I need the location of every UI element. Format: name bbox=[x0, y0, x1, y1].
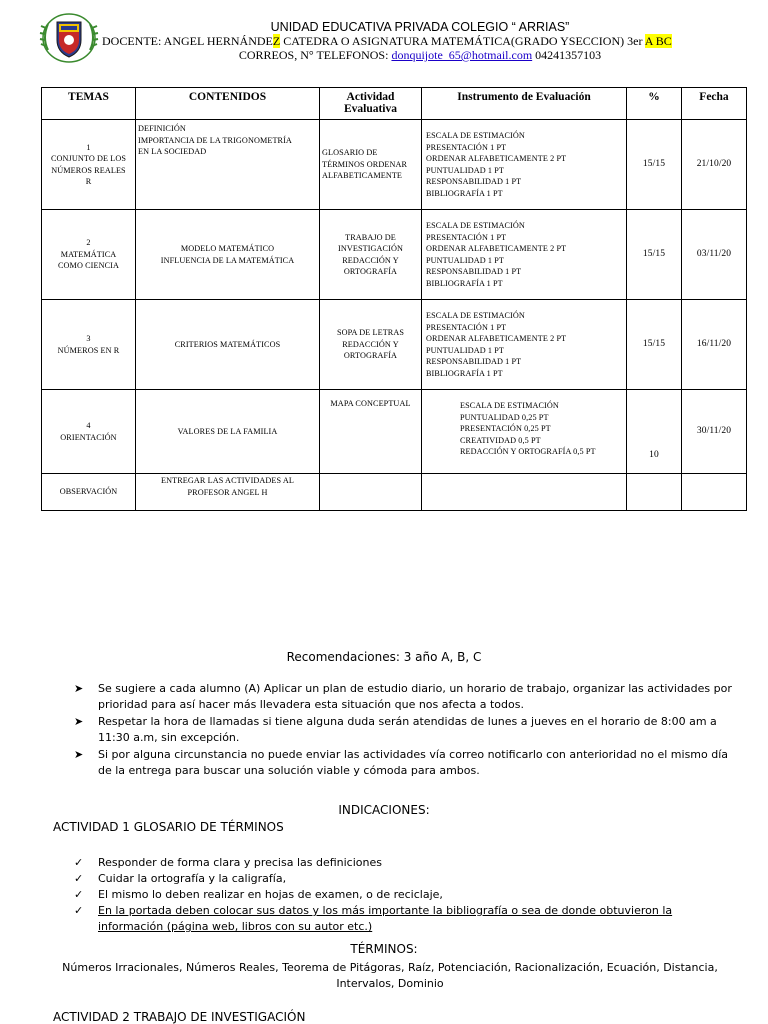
col-header-actividad: Actividad Evaluativa bbox=[320, 88, 422, 120]
col-header-pct: % bbox=[627, 88, 682, 120]
activity-1-heading: ACTIVIDAD 1 GLOSARIO DE TÉRMINOS bbox=[53, 820, 284, 834]
cell-contenido: MODELO MATEMÁTICO INFLUENCIA DE LA MATEMÁTICA bbox=[136, 210, 320, 300]
grade-section-text: (GRADO YSECCION) 3er bbox=[510, 34, 645, 48]
section-highlight: A BC bbox=[644, 34, 672, 48]
table-row bbox=[42, 210, 747, 300]
arrow-bullet-icon: ➤ bbox=[74, 682, 84, 695]
list-item bbox=[74, 887, 740, 903]
cell-instrumento: ESCALA DE ESTIMACIÓN PRESENTACIÓN 1 PT ORDENAR ALFABETICAMENTE 2 PT PUNTUALIDAD 1 PT RESPONSABILIDAD 1 PT BIBLIOGRAFÍA 1 PT bbox=[422, 210, 627, 300]
recommendations-list bbox=[74, 681, 740, 780]
indications-list bbox=[74, 855, 740, 935]
cell-pct: 15/15 bbox=[627, 300, 682, 390]
cell-instrumento bbox=[422, 474, 627, 511]
cell-actividad: MAPA CONCEPTUAL bbox=[320, 390, 422, 474]
cell-contenido: DEFINICIÓN IMPORTANCIA DE LA TRIGONOMETRÍA EN LA SOCIEDAD bbox=[136, 120, 320, 210]
indications-title: INDICACIONES: bbox=[338, 803, 430, 817]
checkmark-icon: ✓ bbox=[74, 904, 84, 917]
school-name: UNIDAD EDUCATIVA PRIVADA COLEGIO “ ARRIAS” bbox=[270, 20, 570, 34]
school-crest-logo bbox=[38, 10, 100, 66]
cell-tema: 1 CONJUNTO DE LOS NÚMEROS REALES R bbox=[42, 120, 136, 210]
cell-contenido: VALORES DE LA FAMILIA bbox=[136, 390, 320, 474]
checkmark-icon: ✓ bbox=[74, 872, 84, 885]
arrow-bullet-icon: ➤ bbox=[74, 748, 84, 761]
phone-number: 04241357103 bbox=[532, 48, 602, 62]
cell-fecha bbox=[682, 474, 747, 511]
activity-2-heading: ACTIVIDAD 2 TRABAJO DE INVESTIGACIÓN bbox=[53, 1010, 306, 1024]
recommendation-text: Respetar la hora de llamadas si tiene alguna duda serán atendidas de lunes a jueves en el horario de 8:00 am a 11:30 a.m, sin excepción. bbox=[98, 715, 717, 744]
table-row bbox=[42, 120, 747, 210]
list-item bbox=[74, 681, 740, 713]
cell-tema: 2 MATEMÁTICA COMO CIENCIA bbox=[42, 210, 136, 300]
indication-text: El mismo lo deben realizar en hojas de examen, o de reciclaje, bbox=[98, 888, 443, 901]
list-item bbox=[74, 871, 740, 887]
cell-fecha: 16/11/20 bbox=[682, 300, 747, 390]
cell-fecha: 30/11/20 bbox=[682, 390, 747, 474]
contact-prefix: CORREOS, N° TELEFONOS: bbox=[238, 48, 392, 62]
col-header-instrumento: Instrumento de Evaluación bbox=[422, 88, 627, 120]
table-row bbox=[42, 474, 747, 511]
cell-pct: 15/15 bbox=[627, 120, 682, 210]
cell-fecha: 03/11/20 bbox=[682, 210, 747, 300]
cell-tema: OBSERVACIÓN bbox=[42, 474, 136, 511]
list-item bbox=[74, 855, 740, 871]
cell-instrumento: ESCALA DE ESTIMACIÓN PRESENTACIÓN 1 PT ORDENAR ALFABETICAMENTE 2 PT PUNTUALIDAD 1 PT RESPONSABILIDAD 1 PT BIBLIOGRAFÍA 1 PT bbox=[422, 300, 627, 390]
cell-contenido: CRITERIOS MATEMÁTICOS bbox=[136, 300, 320, 390]
subject-text: CATEDRA O ASIGNATURA MATEMÁTICA bbox=[280, 34, 511, 48]
indication-text: Cuidar la ortografía y la caligrafía, bbox=[98, 872, 287, 885]
col-header-temas: TEMAS bbox=[42, 88, 136, 120]
terms-title: TÉRMINOS: bbox=[350, 942, 418, 956]
cell-tema: 3 NÚMEROS EN R bbox=[42, 300, 136, 390]
contact-line bbox=[100, 48, 740, 63]
email-link[interactable]: donquijote_65@hotmail.com bbox=[391, 48, 533, 62]
teacher-prefix: DOCENTE: ANGEL HERNÁNDE bbox=[102, 34, 273, 48]
cell-actividad bbox=[320, 474, 422, 511]
evaluation-plan-table bbox=[41, 87, 747, 511]
cell-fecha: 21/10/20 bbox=[682, 120, 747, 210]
cell-pct: 15/15 bbox=[627, 210, 682, 300]
teacher-line bbox=[102, 34, 672, 49]
recommendation-text: Se sugiere a cada alumno (A) Aplicar un plan de estudio diario, un horario de trabajo, organizar las actividades por prioridad para así hacer más llevadera esta situación que nos afecta a todos. bbox=[98, 682, 732, 711]
cell-instrumento: ESCALA DE ESTIMACIÓN PUNTUALIDAD 0,25 PT PRESENTACIÓN 0,25 PT CREATIVIDAD 0,5 PT REDACCIÓN Y ORTOGRAFÍA 0,5 PT bbox=[422, 390, 627, 474]
table-row bbox=[42, 390, 747, 474]
cell-pct: 10 bbox=[627, 390, 682, 474]
col-header-fecha: Fecha bbox=[682, 88, 747, 120]
col-header-contenidos: CONTENIDOS bbox=[136, 88, 320, 120]
arrow-bullet-icon: ➤ bbox=[74, 715, 84, 728]
table-header-row bbox=[42, 88, 747, 120]
teacher-highlight: Z bbox=[272, 34, 281, 48]
cell-actividad: SOPA DE LETRAS REDACCIÓN Y ORTOGRAFÍA bbox=[320, 300, 422, 390]
cell-contenido: ENTREGAR LAS ACTIVIDADES AL PROFESOR ANGEL H bbox=[136, 474, 320, 511]
checkmark-icon: ✓ bbox=[74, 888, 84, 901]
cell-actividad: TRABAJO DE INVESTIGACIÓN REDACCIÓN Y ORTOGRAFÍA bbox=[320, 210, 422, 300]
indication-text: Responder de forma clara y precisa las definiciones bbox=[98, 856, 382, 869]
checkmark-icon: ✓ bbox=[74, 856, 84, 869]
terms-list: Números Irracionales, Números Reales, Teorema de Pitágoras, Raíz, Potenciación, Racionalización, Ecuación, Distancia, Intervalos, Dominio bbox=[62, 961, 718, 990]
indication-text: En la portada deben colocar sus datos y los más importante la bibliografía o sea de donde obtuvieron la información (página web, libros con su autor etc.) bbox=[98, 904, 673, 933]
recommendation-text: Si por alguna circunstancia no puede enviar las actividades vía correo notificarlo con anterioridad no el mismo día de la entrega para buscar una solución viable y cómoda para ambos. bbox=[98, 748, 729, 777]
recommendations-title: Recomendaciones: 3 año A, B, C bbox=[286, 650, 482, 664]
list-item bbox=[74, 714, 740, 746]
cell-pct bbox=[627, 474, 682, 511]
cell-instrumento: ESCALA DE ESTIMACIÓN PRESENTACIÓN 1 PT ORDENAR ALFABETICAMENTE 2 PT PUNTUALIDAD 1 PT RESPONSABILIDAD 1 PT BIBLIOGRAFÍA 1 PT bbox=[422, 120, 627, 210]
list-item bbox=[74, 903, 740, 935]
table-row bbox=[42, 300, 747, 390]
cell-tema: 4 ORIENTACIÓN bbox=[42, 390, 136, 474]
list-item bbox=[74, 747, 740, 779]
cell-actividad: GLOSARIO DE TÉRMINOS ORDENAR ALFABETICAMENTE bbox=[320, 120, 422, 210]
